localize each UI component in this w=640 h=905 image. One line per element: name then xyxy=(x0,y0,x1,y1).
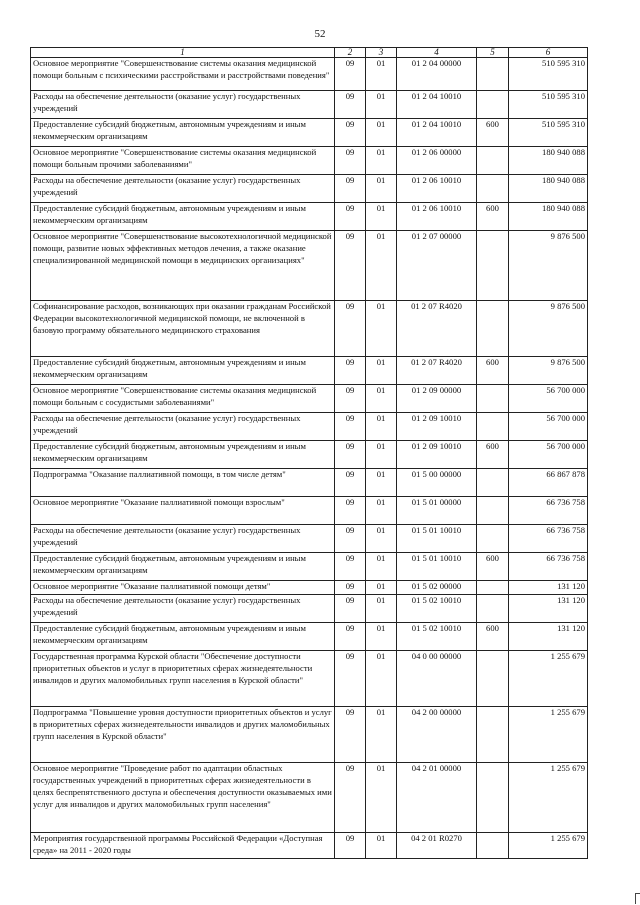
amount: 131 120 xyxy=(509,623,588,651)
target-article-code: 01 2 09 00000 xyxy=(397,385,477,413)
expense-type-code xyxy=(477,497,509,525)
section-code: 09 xyxy=(335,231,366,301)
table-row xyxy=(31,91,588,119)
section-code: 09 xyxy=(335,525,366,553)
target-article-code: 01 5 01 10010 xyxy=(397,525,477,553)
expense-type-code xyxy=(477,385,509,413)
amount: 66 736 758 xyxy=(509,525,588,553)
row-name: Расходы на обеспечение деятельности (оказание услуг) государственных учреждений xyxy=(31,413,335,441)
section-code: 09 xyxy=(335,763,366,833)
row-name: Основное мероприятие "Оказание паллиативной помощи взрослым" xyxy=(31,497,335,525)
amount: 9 876 500 xyxy=(509,357,588,385)
expense-type-code xyxy=(477,175,509,203)
section-code: 09 xyxy=(335,119,366,147)
table-row xyxy=(31,441,588,469)
section-code: 09 xyxy=(335,357,366,385)
table-row xyxy=(31,553,588,581)
subsection-code: 01 xyxy=(366,581,397,595)
subsection-code: 01 xyxy=(366,203,397,231)
expense-type-code xyxy=(477,301,509,357)
subsection-code: 01 xyxy=(366,707,397,763)
table-row xyxy=(31,357,588,385)
target-article-code: 01 5 00 00000 xyxy=(397,469,477,497)
amount: 66 736 758 xyxy=(509,553,588,581)
table-row xyxy=(31,119,588,147)
header-col-4: 4 xyxy=(397,48,477,58)
table-row xyxy=(31,525,588,553)
target-article-code: 01 5 02 10010 xyxy=(397,623,477,651)
table-row xyxy=(31,203,588,231)
target-article-code: 01 5 02 10010 xyxy=(397,595,477,623)
section-code: 09 xyxy=(335,147,366,175)
table-row xyxy=(31,413,588,441)
expense-type-code: 600 xyxy=(477,623,509,651)
subsection-code: 01 xyxy=(366,413,397,441)
target-article-code: 04 2 01 R0270 xyxy=(397,833,477,859)
expense-type-code xyxy=(477,413,509,441)
subsection-code: 01 xyxy=(366,763,397,833)
expense-type-code xyxy=(477,147,509,175)
subsection-code: 01 xyxy=(366,91,397,119)
target-article-code: 04 2 00 00000 xyxy=(397,707,477,763)
row-name: Расходы на обеспечение деятельности (оказание услуг) государственных учреждений xyxy=(31,595,335,623)
row-name: Софинансирование расходов, возникающих при оказании гражданам Российской Федерации высокотехнологичной медицинской помощи, не включенной в базовую программу обязательного медицинского страхования xyxy=(31,301,335,357)
amount: 66 736 758 xyxy=(509,497,588,525)
amount: 1 255 679 xyxy=(509,763,588,833)
row-name: Государственная программа Курской области "Обеспечение доступности приоритетных объектов и услуг в приоритетных сферах жизнедеятельности инвалидов и других маломобильных групп населения в Курской области" xyxy=(31,651,335,707)
section-code: 09 xyxy=(335,58,366,91)
header-col-3: 3 xyxy=(366,48,397,58)
subsection-code: 01 xyxy=(366,553,397,581)
budget-table xyxy=(30,47,588,859)
subsection-code: 01 xyxy=(366,385,397,413)
row-name: Предоставление субсидий бюджетным, автономным учреждениям и иным некоммерческим организациям xyxy=(31,203,335,231)
subsection-code: 01 xyxy=(366,301,397,357)
amount: 56 700 000 xyxy=(509,441,588,469)
table-row xyxy=(31,595,588,623)
row-name: Подпрограмма "Оказание паллиативной помощи, в том числе детям" xyxy=(31,469,335,497)
row-name: Расходы на обеспечение деятельности (оказание услуг) государственных учреждений xyxy=(31,91,335,119)
target-article-code: 01 2 04 00000 xyxy=(397,58,477,91)
amount: 510 595 310 xyxy=(509,58,588,91)
section-code: 09 xyxy=(335,441,366,469)
table-row xyxy=(31,147,588,175)
subsection-code: 01 xyxy=(366,833,397,859)
row-name: Мероприятия государственной программы Российской Федерации «Доступная среда» на 2011 - 2020 годы xyxy=(31,833,335,859)
table-header-row xyxy=(31,48,588,58)
header-col-5: 5 xyxy=(477,48,509,58)
row-name: Основное мероприятие "Совершенствование системы оказания медицинской помощи больным прочими заболеваниями" xyxy=(31,147,335,175)
row-name: Предоставление субсидий бюджетным, автономным учреждениям и иным некоммерческим организациям xyxy=(31,119,335,147)
expense-type-code xyxy=(477,58,509,91)
section-code: 09 xyxy=(335,623,366,651)
table-row xyxy=(31,385,588,413)
table-row xyxy=(31,469,588,497)
row-name: Основное мероприятие "Совершенствование системы оказания медицинской помощи больным с психическими расстройствами и расстройствами поведения" xyxy=(31,58,335,91)
section-code: 09 xyxy=(335,175,366,203)
subsection-code: 01 xyxy=(366,469,397,497)
expense-type-code xyxy=(477,651,509,707)
expense-type-code xyxy=(477,91,509,119)
table-row xyxy=(31,763,588,833)
section-code: 09 xyxy=(335,91,366,119)
section-code: 09 xyxy=(335,497,366,525)
section-code: 09 xyxy=(335,833,366,859)
target-article-code: 01 2 04 10010 xyxy=(397,91,477,119)
row-name: Расходы на обеспечение деятельности (оказание услуг) государственных учреждений xyxy=(31,525,335,553)
target-article-code: 01 5 01 00000 xyxy=(397,497,477,525)
section-code: 09 xyxy=(335,581,366,595)
subsection-code: 01 xyxy=(366,357,397,385)
table-row xyxy=(31,707,588,763)
subsection-code: 01 xyxy=(366,651,397,707)
row-name: Основное мероприятие "Совершенствование высокотехнологичной медицинской помощи, развитие новых эффективных методов лечения, а также оказание специализированной медицинской помощи в медицинских организациях" xyxy=(31,231,335,301)
table-row xyxy=(31,58,588,91)
amount: 1 255 679 xyxy=(509,707,588,763)
target-article-code: 04 0 00 00000 xyxy=(397,651,477,707)
subsection-code: 01 xyxy=(366,497,397,525)
row-name: Основное мероприятие "Проведение работ по адаптации областных государственных учреждений в приоритетных сферах жизнедеятельности в целях беспрепятственного доступа и обеспечения доступности оказываемых ими услуг для инвалидов и других маломобильных групп населения" xyxy=(31,763,335,833)
table-row xyxy=(31,833,588,859)
table-row xyxy=(31,497,588,525)
amount: 1 255 679 xyxy=(509,833,588,859)
target-article-code: 01 5 02 00000 xyxy=(397,581,477,595)
section-code: 09 xyxy=(335,469,366,497)
target-article-code: 01 2 09 10010 xyxy=(397,441,477,469)
expense-type-code xyxy=(477,595,509,623)
header-col-6: 6 xyxy=(509,48,588,58)
target-article-code: 01 2 06 00000 xyxy=(397,147,477,175)
table-row xyxy=(31,581,588,595)
subsection-code: 01 xyxy=(366,58,397,91)
subsection-code: 01 xyxy=(366,119,397,147)
target-article-code: 01 2 06 10010 xyxy=(397,175,477,203)
target-article-code: 01 2 07 00000 xyxy=(397,231,477,301)
amount: 131 120 xyxy=(509,581,588,595)
section-code: 09 xyxy=(335,385,366,413)
expense-type-code: 600 xyxy=(477,441,509,469)
subsection-code: 01 xyxy=(366,525,397,553)
table-row xyxy=(31,623,588,651)
row-name: Предоставление субсидий бюджетным, автономным учреждениям и иным некоммерческим организациям xyxy=(31,553,335,581)
amount: 180 940 088 xyxy=(509,203,588,231)
target-article-code: 01 2 07 R4020 xyxy=(397,301,477,357)
amount: 66 867 878 xyxy=(509,469,588,497)
expense-type-code: 600 xyxy=(477,357,509,385)
target-article-code: 01 5 01 10010 xyxy=(397,553,477,581)
section-code: 09 xyxy=(335,413,366,441)
amount: 131 120 xyxy=(509,595,588,623)
section-code: 09 xyxy=(335,553,366,581)
amount: 1 255 679 xyxy=(509,651,588,707)
row-name: Основное мероприятие "Оказание паллиативной помощи детям" xyxy=(31,581,335,595)
row-name: Предоставление субсидий бюджетным, автономным учреждениям и иным некоммерческим организациям xyxy=(31,441,335,469)
section-code: 09 xyxy=(335,301,366,357)
amount: 510 595 310 xyxy=(509,91,588,119)
page-corner-mark xyxy=(635,893,640,904)
row-name: Предоставление субсидий бюджетным, автономным учреждениям и иным некоммерческим организациям xyxy=(31,357,335,385)
amount: 9 876 500 xyxy=(509,231,588,301)
expense-type-code xyxy=(477,763,509,833)
subsection-code: 01 xyxy=(366,441,397,469)
subsection-code: 01 xyxy=(366,595,397,623)
subsection-code: 01 xyxy=(366,175,397,203)
section-code: 09 xyxy=(335,707,366,763)
expense-type-code: 600 xyxy=(477,203,509,231)
section-code: 09 xyxy=(335,595,366,623)
row-name: Расходы на обеспечение деятельности (оказание услуг) государственных учреждений xyxy=(31,175,335,203)
expense-type-code: 600 xyxy=(477,553,509,581)
table-row xyxy=(31,301,588,357)
amount: 180 940 088 xyxy=(509,147,588,175)
expense-type-code xyxy=(477,231,509,301)
subsection-code: 01 xyxy=(366,623,397,651)
section-code: 09 xyxy=(335,203,366,231)
target-article-code: 01 2 04 10010 xyxy=(397,119,477,147)
target-article-code: 04 2 01 00000 xyxy=(397,763,477,833)
table-row xyxy=(31,175,588,203)
target-article-code: 01 2 06 10010 xyxy=(397,203,477,231)
section-code: 09 xyxy=(335,651,366,707)
expense-type-code xyxy=(477,707,509,763)
expense-type-code xyxy=(477,525,509,553)
target-article-code: 01 2 07 R4020 xyxy=(397,357,477,385)
expense-type-code xyxy=(477,833,509,859)
amount: 180 940 088 xyxy=(509,175,588,203)
table-row xyxy=(31,231,588,301)
target-article-code: 01 2 09 10010 xyxy=(397,413,477,441)
row-name: Подпрограмма "Повышение уровня доступности приоритетных объектов и услуг в приоритетных сферах жизнедеятельности инвалидов и других маломобильных групп населения в Курской области" xyxy=(31,707,335,763)
subsection-code: 01 xyxy=(366,231,397,301)
page-number: 52 xyxy=(314,28,326,40)
row-name: Основное мероприятие "Совершенствование системы оказания медицинской помощи больным с сосудистыми заболеваниями" xyxy=(31,385,335,413)
expense-type-code: 600 xyxy=(477,119,509,147)
expense-type-code xyxy=(477,581,509,595)
expense-type-code xyxy=(477,469,509,497)
amount: 510 595 310 xyxy=(509,119,588,147)
table-row xyxy=(31,651,588,707)
row-name: Предоставление субсидий бюджетным, автономным учреждениям и иным некоммерческим организациям xyxy=(31,623,335,651)
subsection-code: 01 xyxy=(366,147,397,175)
amount: 56 700 000 xyxy=(509,385,588,413)
header-col-1: 1 xyxy=(31,48,335,58)
header-col-2: 2 xyxy=(335,48,366,58)
amount: 56 700 000 xyxy=(509,413,588,441)
amount: 9 876 500 xyxy=(509,301,588,357)
